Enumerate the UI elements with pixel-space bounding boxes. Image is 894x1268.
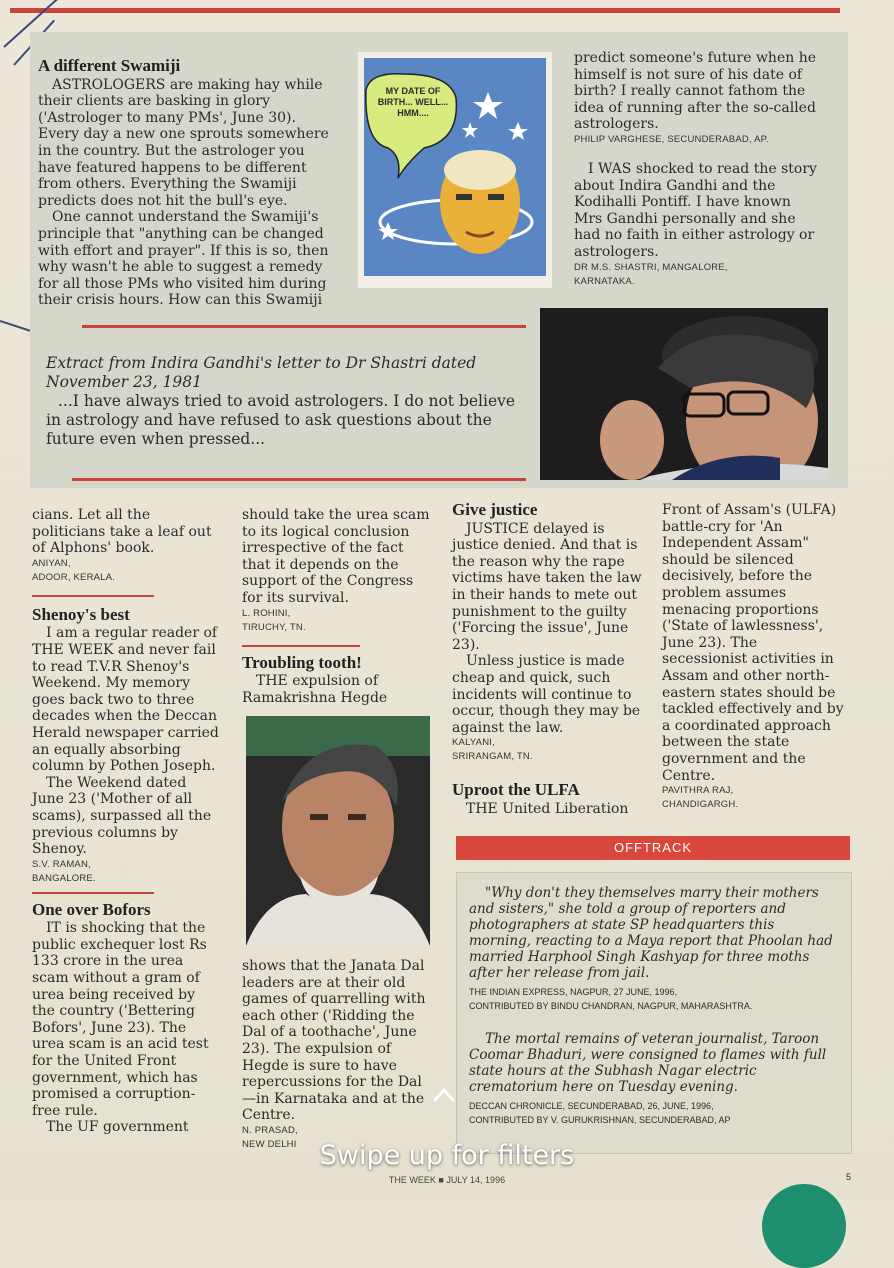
extract-body: ...I have always tried to avoid astrologers. I do not believe in astrology and have refused to ask questions about the future even when pressed... [46, 392, 516, 448]
letters-col-4 [662, 502, 846, 812]
red-rule [82, 325, 526, 328]
letter-para: THE United Liberation [466, 800, 629, 817]
floating-action-button[interactable] [762, 1184, 846, 1268]
feature-para: I WAS shocked to read the story about Indira Gandhi and the Kodihalli Pontiff. I have known Mrs Gandhi personally and she had no faith in either astrology or astrologers. [574, 160, 817, 260]
letter-para: IT is shocking that the public exchequer lost Rs 133 crore in the urea scam without a gram of urea being received by the country ('Bettering Bofors', June 23). The urea scam is an acid test for the United Front government, which has promised a corruption-free rule. [32, 920, 209, 1119]
signature: KARNATAKA. [574, 275, 635, 287]
offtrack-quote: "Why don't they themselves marry their mothers and sisters," she told a group of reporters and photographers at state SP headquarters this morning, reacting to a Maya report that Phoolan had married Harphool Singh Kashyap for three moths after her release from jail. [469, 885, 833, 981]
letter-title: Shenoy's best [32, 604, 130, 624]
offtrack-source: DECCAN CHRONICLE, SECUNDERABAD, 26, JUNE, 1996, [469, 1101, 714, 1111]
feature-para: ASTROLOGERS are making hay while their clients are basking in glory ('Astrologer to many PMs', June 30). Every day a new one sprouts somewhere in the country. But the astrologer you have featured happens to be different from others. Everything the Swamiji predicts does not hit the bull's eye. [38, 76, 329, 209]
cartoon-speech-bubble: MY DATE OF BIRTH... WELL... HMM.... [377, 86, 449, 118]
letter-para: The UF government [46, 1119, 189, 1136]
astrologer-cartoon [358, 52, 552, 288]
signature: KALYANI, [452, 737, 495, 749]
signature: TIRUCHY, TN. [242, 621, 306, 633]
signature: L. ROHINI, [242, 607, 291, 619]
letter-title: Troubling tooth! [242, 652, 362, 672]
letters-col-2 [242, 507, 434, 706]
signature: PAVITHRA RAJ, [662, 785, 734, 797]
letter-para: cians. Let all the politicians take a leaf out of Alphons' book. [32, 507, 212, 557]
letter-para: THE expulsion of Ramakrishna Hegde [242, 673, 388, 706]
feature-para: predict someone's future when he himself is not sure of his date of birth? I really cannot fathom the idea of running after the so-called astrologers. [574, 50, 817, 133]
extract-heading: Extract from Indira Gandhi's letter to Dr Shastri dated November 23, 1981 [46, 354, 477, 391]
letters-col-1 [32, 507, 222, 1136]
letter-title: Uproot the ULFA [452, 780, 580, 800]
signature: PHILIP VARGHESE, SECUNDERABAD, AP. [574, 133, 769, 145]
top-rule [10, 8, 840, 13]
page-footer: THE WEEK ■ JULY 14, 1996 [388, 1175, 506, 1185]
extract-block [46, 354, 526, 449]
signature: NEW DELHI [242, 1138, 297, 1150]
signature: S.V. RAMAN, [32, 858, 91, 870]
offtrack-source: CONTRIBUTED BY V. GURUKRISHNAN, SECUNDERABAD, AP [469, 1115, 731, 1125]
hegde-photo [246, 716, 430, 946]
feature-para: One cannot understand the Swamiji's principle that "anything can be changed with effort and prayer". If this is so, then why wasn't he able to suggest a remedy for all those PMs who visited him during their crisis hours. How can this Swamiji [38, 209, 329, 309]
offtrack-source: THE INDIAN EXPRESS, NAGPUR, 27 JUNE, 1996, [469, 987, 678, 997]
chevron-up-icon[interactable] [431, 1082, 457, 1108]
red-rule [32, 595, 154, 597]
feature-col-3 [574, 50, 822, 289]
red-rule [32, 892, 154, 894]
offtrack-source: CONTRIBUTED BY BINDU CHANDRAN, NAGPUR, MAHARASHTRA. [469, 1001, 753, 1011]
swipe-up-hint[interactable]: Swipe up for filters [319, 1140, 575, 1171]
page-number: 5 [846, 1172, 852, 1182]
letter-para: Front of Assam's (ULFA) battle-cry for 'An Independent Assam" should be silenced decisively, before the problem assumes menacing proportions ('State of lawlessness', June 23). The secessionist activities in Assam and other north-eastern states should be tackled effectively and by a coordinated approach between the state government and the Centre. [662, 502, 844, 784]
offtrack-header: OFFTRACK [456, 836, 850, 860]
signature: CHANDIGARGH. [662, 799, 739, 811]
letter-title: One over Bofors [32, 899, 151, 919]
indira-gandhi-photo [540, 308, 828, 480]
red-rule [72, 478, 526, 481]
letter-para: shows that the Janata Dal leaders are at their old games of quarrelling with each other ('Ridding the Dal of a toothache', June 23). The expulsion of Hegde is sure to have repercussions for the Dal—in Karnataka and at the Centre. [242, 958, 426, 1124]
letter-title: Give justice [452, 500, 538, 519]
letter-para: I am a regular reader of THE WEEK and never fail to read T.V.R Shenoy's Weekend. My memory goes back two to three decades when the Deccan Herald newspaper carried an equally absorbing column by Pothen Joseph. [32, 625, 219, 775]
signature: DR M.S. SHASTRI, MANGALORE, [574, 261, 728, 273]
feature-title: A different Swamiji [38, 56, 181, 75]
letters-col-2-cont [242, 958, 434, 1152]
letter-para: should take the urea scam to its logical conclusion irrespective of the fact that it depends on the support of the Congress for its survival. [242, 507, 430, 606]
signature: N. PRASAD, [242, 1124, 298, 1136]
signature: ANIYAN, [32, 557, 71, 569]
letters-col-3 [452, 502, 642, 818]
offtrack-quote: The mortal remains of veteran journalist, Taroon Coomar Bhaduri, were consigned to flames with full state hours at the Subhash Nagar electric crematorium here on Tuesday evening. [469, 1031, 827, 1095]
red-rule [242, 645, 360, 647]
feature-col-1 [38, 58, 338, 309]
letter-para: Unless justice is made cheap and quick, such incidents will continue to occur, though they may be against the law. [452, 653, 641, 736]
signature: ADOOR, KERALA. [32, 571, 116, 583]
signature: BANGALORE. [32, 872, 96, 884]
offtrack-box [456, 872, 852, 1154]
letter-para: The Weekend dated June 23 ('Mother of all scams), surpassed all the previous columns by Shenoy. [32, 774, 212, 858]
letter-para: JUSTICE delayed is justice denied. And that is the reason why the rape victims have taken the law in their hands to mete out punishment to the guilty ('Forcing the issue', June 23). [452, 520, 642, 653]
signature: SRIRANGAM, TN. [452, 751, 533, 763]
